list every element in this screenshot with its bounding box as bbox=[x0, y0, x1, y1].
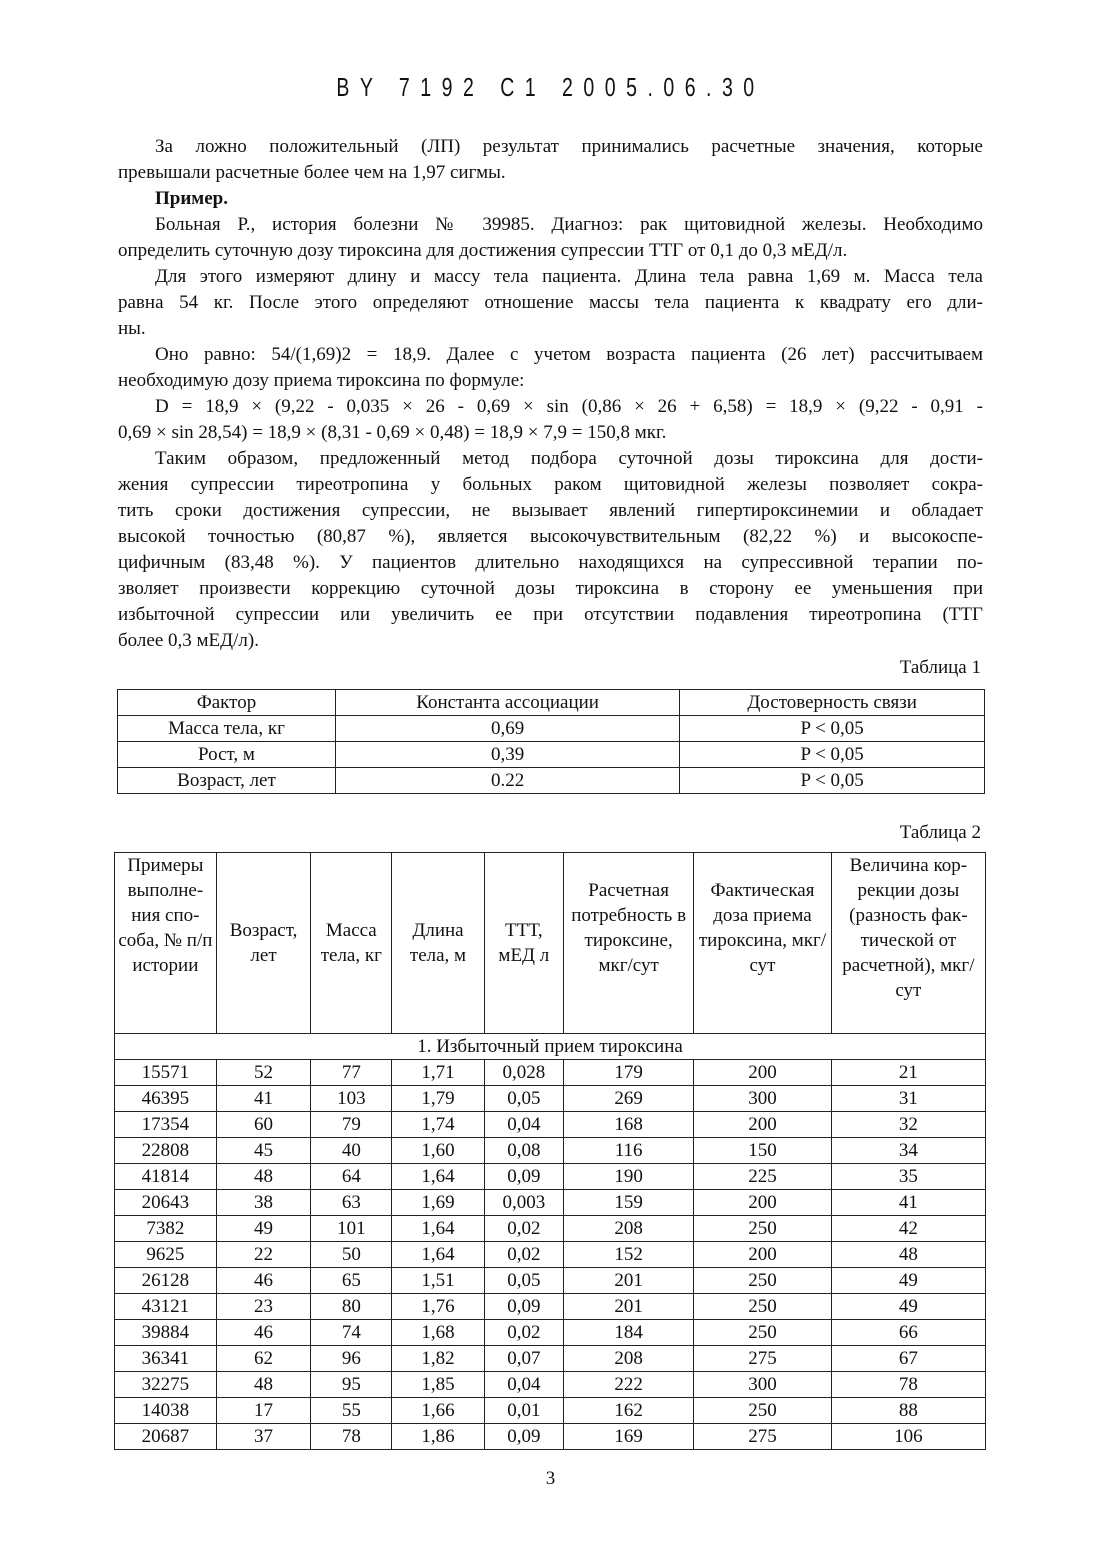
table-cell: 34 bbox=[831, 1138, 985, 1164]
table-cell: 31 bbox=[831, 1086, 985, 1112]
table-cell: 78 bbox=[311, 1424, 392, 1450]
table-cell: 1,71 bbox=[392, 1060, 484, 1086]
table-cell: 1,51 bbox=[392, 1268, 484, 1294]
table-cell: 222 bbox=[564, 1372, 694, 1398]
table-cell: 1,76 bbox=[392, 1294, 484, 1320]
table-cell: 0,39 bbox=[335, 742, 679, 768]
text-line: Оно равно: 54/(1,69)2 = 18,9. Далее с учетом возраста пациента (26 лет) рассчитываем bbox=[155, 344, 983, 365]
table-cell: 1,86 bbox=[392, 1424, 484, 1450]
table-cell: 190 bbox=[564, 1164, 694, 1190]
text-line: превышали расчетные более чем на 1,97 сигмы. bbox=[118, 162, 506, 183]
paragraph bbox=[118, 342, 983, 394]
text-line: ны. bbox=[118, 318, 146, 339]
table-cell: 0,01 bbox=[484, 1398, 563, 1424]
table-cell: 250 bbox=[694, 1320, 832, 1346]
table-cell: 0,05 bbox=[484, 1268, 563, 1294]
table-cell: 22808 bbox=[115, 1138, 217, 1164]
text-line: высокой точностью (80,87 %), является высокочувствительным (82,22 %) и высокоспе- bbox=[118, 526, 983, 547]
table-cell: 21 bbox=[831, 1060, 985, 1086]
column-header: Масса тела, кг bbox=[311, 853, 392, 1034]
table-cell: 46 bbox=[216, 1320, 311, 1346]
table-cell: 45 bbox=[216, 1138, 311, 1164]
table-cell: 1,82 bbox=[392, 1346, 484, 1372]
table-row bbox=[118, 716, 985, 742]
table-cell: 40 bbox=[311, 1138, 392, 1164]
table-cell: 0,04 bbox=[484, 1112, 563, 1138]
table-row bbox=[115, 1164, 986, 1190]
paragraph bbox=[118, 446, 983, 654]
column-header: Величина кор- рекции дозы (разность фак- тической от расчетной), мкг/сут bbox=[831, 853, 985, 1034]
text-line: Таким образом, предложенный метод подбора суточной дозы тироксина для дости- bbox=[155, 448, 983, 469]
text-line: определить суточную дозу тироксина для достижения супрессии ТТГ от 0,1 до 0,3 мЕД/л. bbox=[118, 240, 848, 261]
table-cell: 1,64 bbox=[392, 1216, 484, 1242]
table-cell: 46 bbox=[216, 1268, 311, 1294]
table-cell: 250 bbox=[694, 1268, 832, 1294]
column-header: Константа ассоциации bbox=[335, 690, 679, 716]
table-cell: 49 bbox=[831, 1294, 985, 1320]
table-cell: 0.22 bbox=[335, 768, 679, 794]
column-header: ТТТ, мЕД л bbox=[484, 853, 563, 1034]
table-header-row bbox=[115, 853, 986, 1034]
table2-caption: Таблица 2 bbox=[899, 822, 981, 843]
table-cell: 17354 bbox=[115, 1112, 217, 1138]
example-heading bbox=[118, 186, 983, 212]
table-row bbox=[115, 1294, 986, 1320]
table-cell: P < 0,05 bbox=[680, 768, 985, 794]
text-line: жения супрессии тиреотропина у больных раком щитовидной железы позволяет сокра- bbox=[118, 474, 983, 495]
text-line: зволяет произвести коррекцию суточной дозы тироксина в сторону ее уменьшения при bbox=[118, 578, 983, 599]
table-cell: 1,68 bbox=[392, 1320, 484, 1346]
table-cell: 201 bbox=[564, 1294, 694, 1320]
text-line: За ложно положительный (ЛП) результат принимались расчетные значения, которые bbox=[155, 136, 983, 157]
table-cell: Масса тела, кг bbox=[118, 716, 336, 742]
table-cell: 41 bbox=[216, 1086, 311, 1112]
table-header-row bbox=[118, 690, 985, 716]
paragraph bbox=[118, 134, 983, 186]
table-cell: 0,09 bbox=[484, 1164, 563, 1190]
table-cell: 20687 bbox=[115, 1424, 217, 1450]
text-line: необходимую дозу приема тироксина по формуле: bbox=[118, 370, 525, 391]
table-1 bbox=[117, 689, 985, 794]
table-cell: 0,02 bbox=[484, 1216, 563, 1242]
table-cell: 74 bbox=[311, 1320, 392, 1346]
table-cell: 152 bbox=[564, 1242, 694, 1268]
table-cell: 22 bbox=[216, 1242, 311, 1268]
table-row bbox=[115, 1060, 986, 1086]
text-line: Больная Р., история болезни № 39985. Диагноз: рак щитовидной железы. Необходимо bbox=[155, 214, 983, 235]
column-header: Фактическая доза приема тироксина, мкг/сут bbox=[694, 853, 832, 1034]
table-row bbox=[118, 768, 985, 794]
table-cell: 201 bbox=[564, 1268, 694, 1294]
table-cell: 269 bbox=[564, 1086, 694, 1112]
table-row bbox=[115, 1242, 986, 1268]
table-cell: 65 bbox=[311, 1268, 392, 1294]
table-cell: 250 bbox=[694, 1294, 832, 1320]
table-cell: 14038 bbox=[115, 1398, 217, 1424]
table-cell: 179 bbox=[564, 1060, 694, 1086]
page-number: 3 bbox=[545, 1468, 556, 1489]
column-header: Длина тела, м bbox=[392, 853, 484, 1034]
table-cell: 55 bbox=[311, 1398, 392, 1424]
table-cell: 200 bbox=[694, 1112, 832, 1138]
table-cell: Рост, м bbox=[118, 742, 336, 768]
table-cell: 43121 bbox=[115, 1294, 217, 1320]
table-cell: 1,85 bbox=[392, 1372, 484, 1398]
table-cell: P < 0,05 bbox=[680, 742, 985, 768]
table-cell: 95 bbox=[311, 1372, 392, 1398]
text-line: Для этого измеряют длину и массу тела пациента. Длина тела равна 1,69 м. Масса тела bbox=[155, 266, 983, 287]
table-cell: 208 bbox=[564, 1216, 694, 1242]
table-row bbox=[115, 1398, 986, 1424]
table-cell: 1,74 bbox=[392, 1112, 484, 1138]
table-cell: 275 bbox=[694, 1346, 832, 1372]
body-text bbox=[118, 134, 983, 654]
table-cell: 275 bbox=[694, 1424, 832, 1450]
table-cell: 184 bbox=[564, 1320, 694, 1346]
text-line: избыточной супрессии или увеличить ее при отсутствии подавления тиреотропина (ТТГ bbox=[118, 604, 983, 625]
table-cell: 103 bbox=[311, 1086, 392, 1112]
table-cell: 62 bbox=[216, 1346, 311, 1372]
table-cell: 9625 bbox=[115, 1242, 217, 1268]
table-cell: 49 bbox=[216, 1216, 311, 1242]
table-cell: 159 bbox=[564, 1190, 694, 1216]
table-cell: 80 bbox=[311, 1294, 392, 1320]
table-row bbox=[115, 1268, 986, 1294]
table-row bbox=[115, 1216, 986, 1242]
table-cell: 168 bbox=[564, 1112, 694, 1138]
table-cell: 39884 bbox=[115, 1320, 217, 1346]
table-cell: 0,09 bbox=[484, 1424, 563, 1450]
table-cell: 48 bbox=[216, 1372, 311, 1398]
text-line: равна 54 кг. После этого определяют отношение массы тела пациента к квадрату его дли- bbox=[118, 292, 983, 313]
table-cell: 1,69 bbox=[392, 1190, 484, 1216]
table-cell: 20643 bbox=[115, 1190, 217, 1216]
table-cell: 79 bbox=[311, 1112, 392, 1138]
table-row bbox=[115, 1086, 986, 1112]
table-cell: 300 bbox=[694, 1372, 832, 1398]
table-cell: 63 bbox=[311, 1190, 392, 1216]
table-cell: 0,02 bbox=[484, 1242, 563, 1268]
table-cell: 32 bbox=[831, 1112, 985, 1138]
text-line: более 0,3 мЕД/л). bbox=[118, 630, 259, 651]
column-header: Возраст, лет bbox=[216, 853, 311, 1034]
table-cell: 77 bbox=[311, 1060, 392, 1086]
table-cell: 32275 bbox=[115, 1372, 217, 1398]
table-row bbox=[115, 1320, 986, 1346]
column-header: Фактор bbox=[118, 690, 336, 716]
table-cell: 0,05 bbox=[484, 1086, 563, 1112]
table-cell: 67 bbox=[831, 1346, 985, 1372]
table-cell: 35 bbox=[831, 1164, 985, 1190]
column-header: Примеры выполне- ния спо- соба, № п/п истории bbox=[115, 853, 217, 1034]
table-cell: 250 bbox=[694, 1216, 832, 1242]
table-row bbox=[115, 1190, 986, 1216]
table-row bbox=[115, 1346, 986, 1372]
table-cell: 50 bbox=[311, 1242, 392, 1268]
table-cell: 1,60 bbox=[392, 1138, 484, 1164]
table-cell: 1,66 bbox=[392, 1398, 484, 1424]
table-cell: 1,64 bbox=[392, 1242, 484, 1268]
table-row bbox=[115, 1112, 986, 1138]
table1-caption: Таблица 1 bbox=[899, 657, 981, 678]
patent-header: BY 7192 C1 2005.06.30 bbox=[336, 72, 765, 102]
table-cell: 225 bbox=[694, 1164, 832, 1190]
table-cell: 52 bbox=[216, 1060, 311, 1086]
table-cell: 200 bbox=[694, 1060, 832, 1086]
table-cell: 60 bbox=[216, 1112, 311, 1138]
table-cell: 23 bbox=[216, 1294, 311, 1320]
table-cell: 46395 bbox=[115, 1086, 217, 1112]
table-cell: 15571 bbox=[115, 1060, 217, 1086]
table-cell: 78 bbox=[831, 1372, 985, 1398]
paragraph bbox=[118, 394, 983, 446]
table-cell: 88 bbox=[831, 1398, 985, 1424]
table-cell: 250 bbox=[694, 1398, 832, 1424]
table-cell: 1,64 bbox=[392, 1164, 484, 1190]
table-cell: 66 bbox=[831, 1320, 985, 1346]
table-cell: 200 bbox=[694, 1242, 832, 1268]
table-row bbox=[115, 1372, 986, 1398]
text-line: Пример. bbox=[155, 188, 228, 209]
table-row bbox=[115, 1138, 986, 1164]
table-cell: 162 bbox=[564, 1398, 694, 1424]
text-line: D = 18,9 × (9,22 - 0,035 × 26 - 0,69 × sin (0,86 × 26 + 6,58) = 18,9 × (9,22 - 0,91 - bbox=[155, 396, 983, 417]
column-header: Достоверность связи bbox=[680, 690, 985, 716]
table-cell: 49 bbox=[831, 1268, 985, 1294]
table-cell: 0,028 bbox=[484, 1060, 563, 1086]
table-cell: 26128 bbox=[115, 1268, 217, 1294]
table-cell: 42 bbox=[831, 1216, 985, 1242]
table-cell: 36341 bbox=[115, 1346, 217, 1372]
table-cell: 7382 bbox=[115, 1216, 217, 1242]
section-title: 1. Избыточный прием тироксина bbox=[115, 1034, 986, 1060]
table-cell: 0,07 bbox=[484, 1346, 563, 1372]
table-cell: 169 bbox=[564, 1424, 694, 1450]
table-cell: 17 bbox=[216, 1398, 311, 1424]
table-cell: 150 bbox=[694, 1138, 832, 1164]
table-cell: 0,69 bbox=[335, 716, 679, 742]
column-header: Расчетная потребность в тироксине, мкг/сут bbox=[564, 853, 694, 1034]
text-line: 0,69 × sin 28,54) = 18,9 × (8,31 - 0,69 × 0,48) = 18,9 × 7,9 = 150,8 мкг. bbox=[118, 422, 667, 443]
table-cell: 48 bbox=[216, 1164, 311, 1190]
table-cell: 96 bbox=[311, 1346, 392, 1372]
table-cell: 37 bbox=[216, 1424, 311, 1450]
paragraph bbox=[118, 264, 983, 342]
table-cell: 0,003 bbox=[484, 1190, 563, 1216]
table-cell: Возраст, лет bbox=[118, 768, 336, 794]
table-cell: 0,09 bbox=[484, 1294, 563, 1320]
table-cell: 0,04 bbox=[484, 1372, 563, 1398]
table-cell: 116 bbox=[564, 1138, 694, 1164]
table-cell: 41 bbox=[831, 1190, 985, 1216]
table-cell: P < 0,05 bbox=[680, 716, 985, 742]
text-line: цифичным (83,48 %). У пациентов длительно находящихся на супрессивной терапии по- bbox=[118, 552, 983, 573]
text-line: тить сроки достижения супрессии, не вызывает явлений гипертироксинемии и обладает bbox=[118, 500, 983, 521]
table-cell: 38 bbox=[216, 1190, 311, 1216]
table-cell: 1,79 bbox=[392, 1086, 484, 1112]
table-cell: 200 bbox=[694, 1190, 832, 1216]
paragraph bbox=[118, 212, 983, 264]
table-cell: 0,08 bbox=[484, 1138, 563, 1164]
table-cell: 208 bbox=[564, 1346, 694, 1372]
table-2 bbox=[114, 852, 986, 1450]
section-row bbox=[115, 1034, 986, 1060]
table-cell: 48 bbox=[831, 1242, 985, 1268]
table-cell: 106 bbox=[831, 1424, 985, 1450]
table-row bbox=[118, 742, 985, 768]
table-row bbox=[115, 1424, 986, 1450]
table-cell: 0,02 bbox=[484, 1320, 563, 1346]
table-cell: 101 bbox=[311, 1216, 392, 1242]
table-cell: 64 bbox=[311, 1164, 392, 1190]
table-cell: 300 bbox=[694, 1086, 832, 1112]
table-cell: 41814 bbox=[115, 1164, 217, 1190]
